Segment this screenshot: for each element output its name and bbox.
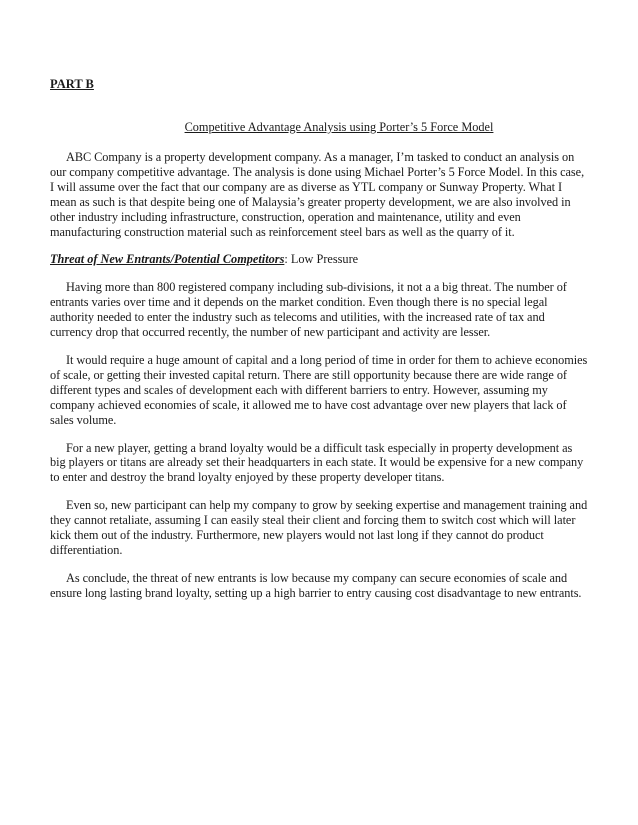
threat-pressure-level: Low Pressure [290,252,359,267]
paragraph-conclusion: As conclude, the threat of new entrants is low because my company can secure economies of scale and ensure long lasting brand loyalty, setting up a high barrier to entry causing cost disadvantage to new entrants. [50,570,582,600]
threat-heading [50,252,590,267]
paragraph-brand-loyalty: For a new player, getting a brand loyalty would be a difficult task especially in property development as big players or titans are already set their headquarters in each state. It would be expensive for a new company to enter and destroy the brand loyalty enjoyed by these property developer titans. [50,440,584,485]
threat-heading-separator: : [284,252,291,267]
intro-paragraph: ABC Company is a property development company. As a manager, I’m tasked to conduct an analysis on our company competitive advantage. The analysis is done using Michael Porter’s 5 Force Model. In this case, I will assume over the fact that our company are as diverse as YTL company or Sunway Property. What I mean as such is that despite being one of Malaysia’s greater property development, we are also involved in other industry including infrastructure, construction, operation and maintenance, utility and even manufacturing construction material such as reinforcement steel bars as well as the quarry of it. [50,150,585,239]
threat-heading-label: Threat of New Entrants/Potential Competitors [50,252,285,267]
document-title: Competitive Advantage Analysis using Porter’s 5 Force Model [184,120,494,134]
section-label: PART B [50,77,94,91]
paragraph-economies-of-scale: It would require a huge amount of capital and a long period of time in order for them to achieve economies of scale, or getting their invested capital return. There are still opportunity because there are wide range of different types and scales of development each with different barriers to entry. However, assuming my company achieved economies of scale, it allowed me to have cost advantage over new players that lack of sales volume. [50,352,588,427]
paragraph-new-participants: Even so, new participant can help my company to grow by seeking expertise and management training and they cannot retaliate, assuming I can easily steal their client and forcing them to switch cost which will later kick them out of the industry. Furthermore, new players would not last long if they cannot do product differentiation. [50,498,588,557]
paragraph-market-entrants: Having more than 800 registered company including sub-divisions, it not a a big threat. The number of entrants varies over time and it depends on the market condition. Even though there is no special legal authority needed to enter the industry such as telecoms and utilities, with the increased rate of tax and currency drop that occurred recently, the number of new participant and activity are lesser. [50,280,567,340]
document-body [50,150,590,614]
